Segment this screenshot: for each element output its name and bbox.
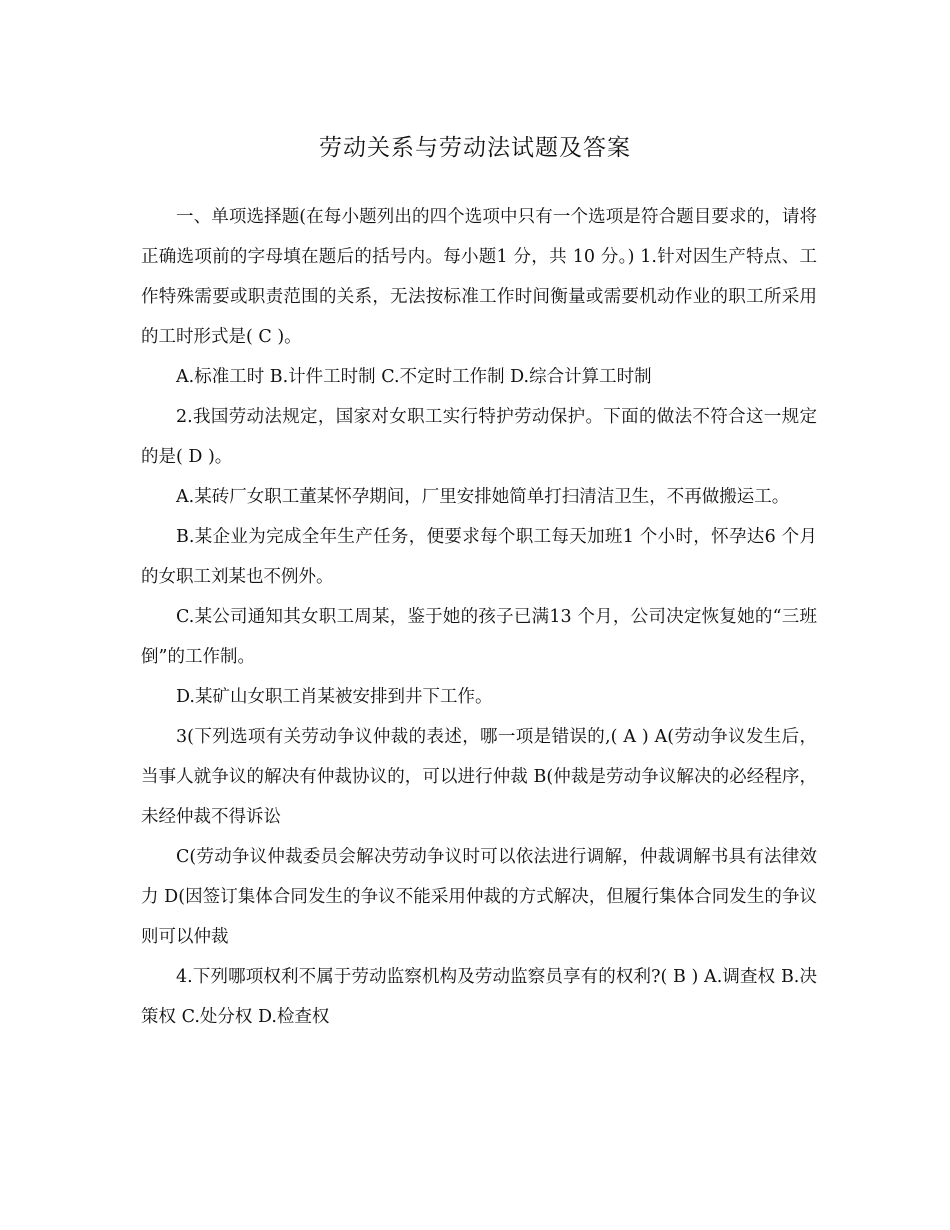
paragraph-q2: 2.我国劳动法规定，国家对女职工实行特护劳动保护。下面的做法不符合这一规定的是( D )。	[141, 407, 817, 467]
document-body	[141, 197, 817, 1037]
paragraph-q2-option-a: A.某砖厂女职工董某怀孕期间，厂里安排她简单打扫清洁卫生，不再做搬运工。	[176, 487, 790, 507]
paragraph-section-intro: 一、单项选择题(在每小题列出的四个选项中只有一个选项是符合题目要求的，请将正确选项前的字母填在题后的括号内。每小题1 分，共 10 分。) 1.针对因生产特点、工作特殊需要或职责范围的关系，无法按标准工作时间衡量或需要机动作业的职工所采用的工时形式是( C )。	[141, 207, 817, 347]
paragraph-q3: 3(下列选项有关劳动争议仲裁的表述，哪一项是错误的,( A ) A(劳动争议发生后，当事人就争议的解决有仲裁协议的，可以进行仲裁 B(仲裁是劳动争议解决的必经程序，未经仲裁不得诉讼	[141, 727, 817, 827]
paragraph-q2-option-b: B.某企业为完成全年生产任务，便要求每个职工每天加班1 个小时，怀孕达6 个月的女职工刘某也不例外。	[141, 527, 817, 587]
paragraph-q2-option-d: D.某矿山女职工肖某被安排到井下工作。	[176, 687, 493, 707]
paragraph-q3-options-cd: C(劳动争议仲裁委员会解决劳动争议时可以依法进行调解，仲裁调解书具有法律效力 D(因签订集体合同发生的争议不能采用仲裁的方式解决，但履行集体合同发生的争议则可以仲裁	[141, 847, 817, 947]
paragraph-q2-option-c: C.某公司通知其女职工周某，鉴于她的孩子已满13 个月，公司决定恢复她的“三班倒”的工作制。	[141, 607, 817, 667]
paragraph-q4: 4.下列哪项权利不属于劳动监察机构及劳动监察员享有的权利?( B ) A.调查权 B.决策权 C.处分权 D.检查权	[141, 967, 817, 1027]
document-title: 劳动关系与劳动法试题及答案	[319, 135, 631, 161]
paragraph-q1-options: A.标准工时 B.计件工时制 C.不定时工作制 D.综合计算工时制	[176, 367, 652, 387]
